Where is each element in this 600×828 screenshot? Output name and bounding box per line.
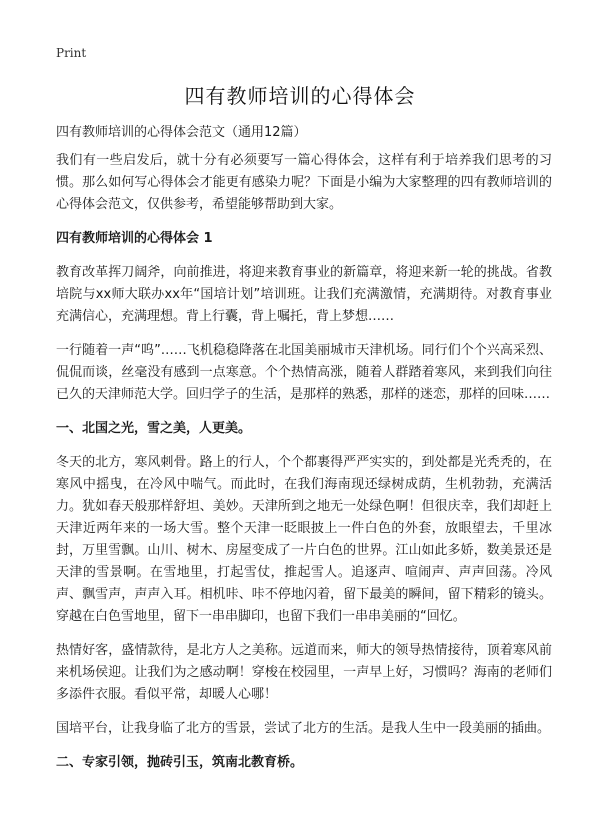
paragraph-5: 国培平台，让我身临了北方的雪景，尝试了北方的生活。是我人生中一段美丽的插曲。 xyxy=(56,721,551,736)
paragraph-4: 热情好客，盛情款待，是北方人之美称。远道而来，师大的领导热情接待，顶着寒风前来机场侯迎。让我们为之感动啊！穿梭在校园里，一声早上好，习惯吗？海南的老师们多添件衣服。看似平常，却暖人心哪！ xyxy=(56,643,552,702)
paragraph-2: 一行随着一声“呜”……飞机稳稳降落在北国美丽城市天津机场。同行们个个兴高采烈、侃侃而谈，丝毫没有感到一点寒意。个个热情高涨，随着人群踏着寒风，来到我们向往已久的天津师范大学。回归学子的生活，是那样的熟悉，那样的迷恋，那样的回味…… xyxy=(56,343,552,402)
paragraph-3: 冬天的北方，寒风刺骨。路上的行人，个个都裹得严严实实的，到处都是光秃秃的，在寒风中摇曳，在冷风中喘气。而此时，在我们海南现还绿树成荫，生机勃勃，充满活力。犹如春天般那样舒坦、美妙。天津所到之地无一处绿色啊！但很庆幸，我们却赶上天津近两年来的一场大雪。整个天津一眨眼披上一件白色的外套，放眼望去，千里冰封，万里雪飘。山川、树木、房屋变成了一片白色的世界。江山如此多娇，数美景还是天津的雪景啊。在雪地里，打起雪仗，推起雪人。追逐声、喧闹声、声声回荡。冷风声、飘雪声，声声入耳。相机咔、咔不停地闪着，留下最美的瞬间，留下精彩的镜头。穿越在白色雪地里，留下一串串脚印，也留下我们一串串美丽的“回忆。 xyxy=(56,455,552,624)
paragraph-1: 教育改革挥刀阔斧，向前推进，将迎来教育事业的新篇章，将迎来新一轮的挑战。省教培院与xx师大联办xx年“国培计划”培训班。让我们充满激情，充满期待。对教育事业充满信心，充满理想。背上行囊，背上嘱托，背上梦想…… xyxy=(56,265,552,324)
section-heading-2: 二、专家引领，抛砖引玉，筑南北教育桥。 xyxy=(56,755,304,770)
article-body xyxy=(56,122,552,786)
page-title: 四有教师培训的心得体会 xyxy=(184,84,416,108)
section-heading-1: 一、北国之光，雪之美，人更美。 xyxy=(56,421,252,436)
article-heading-1: 四有教师培训的心得体会 1 xyxy=(56,231,213,246)
print-link[interactable]: Print xyxy=(56,46,87,60)
article-subtitle: 四有教师培训的心得体会范文（通用12篇） xyxy=(56,125,307,140)
intro-paragraph: 我们有一些启发后，就十分有必须要写一篇心得体会，这样有利于培养我们思考的习惯。那么如何写心得体会才能更有感染力呢？下面是小编为大家整理的四有教师培训的心得体会范文，仅供参考，希望能够帮助到大家。 xyxy=(56,153,552,212)
